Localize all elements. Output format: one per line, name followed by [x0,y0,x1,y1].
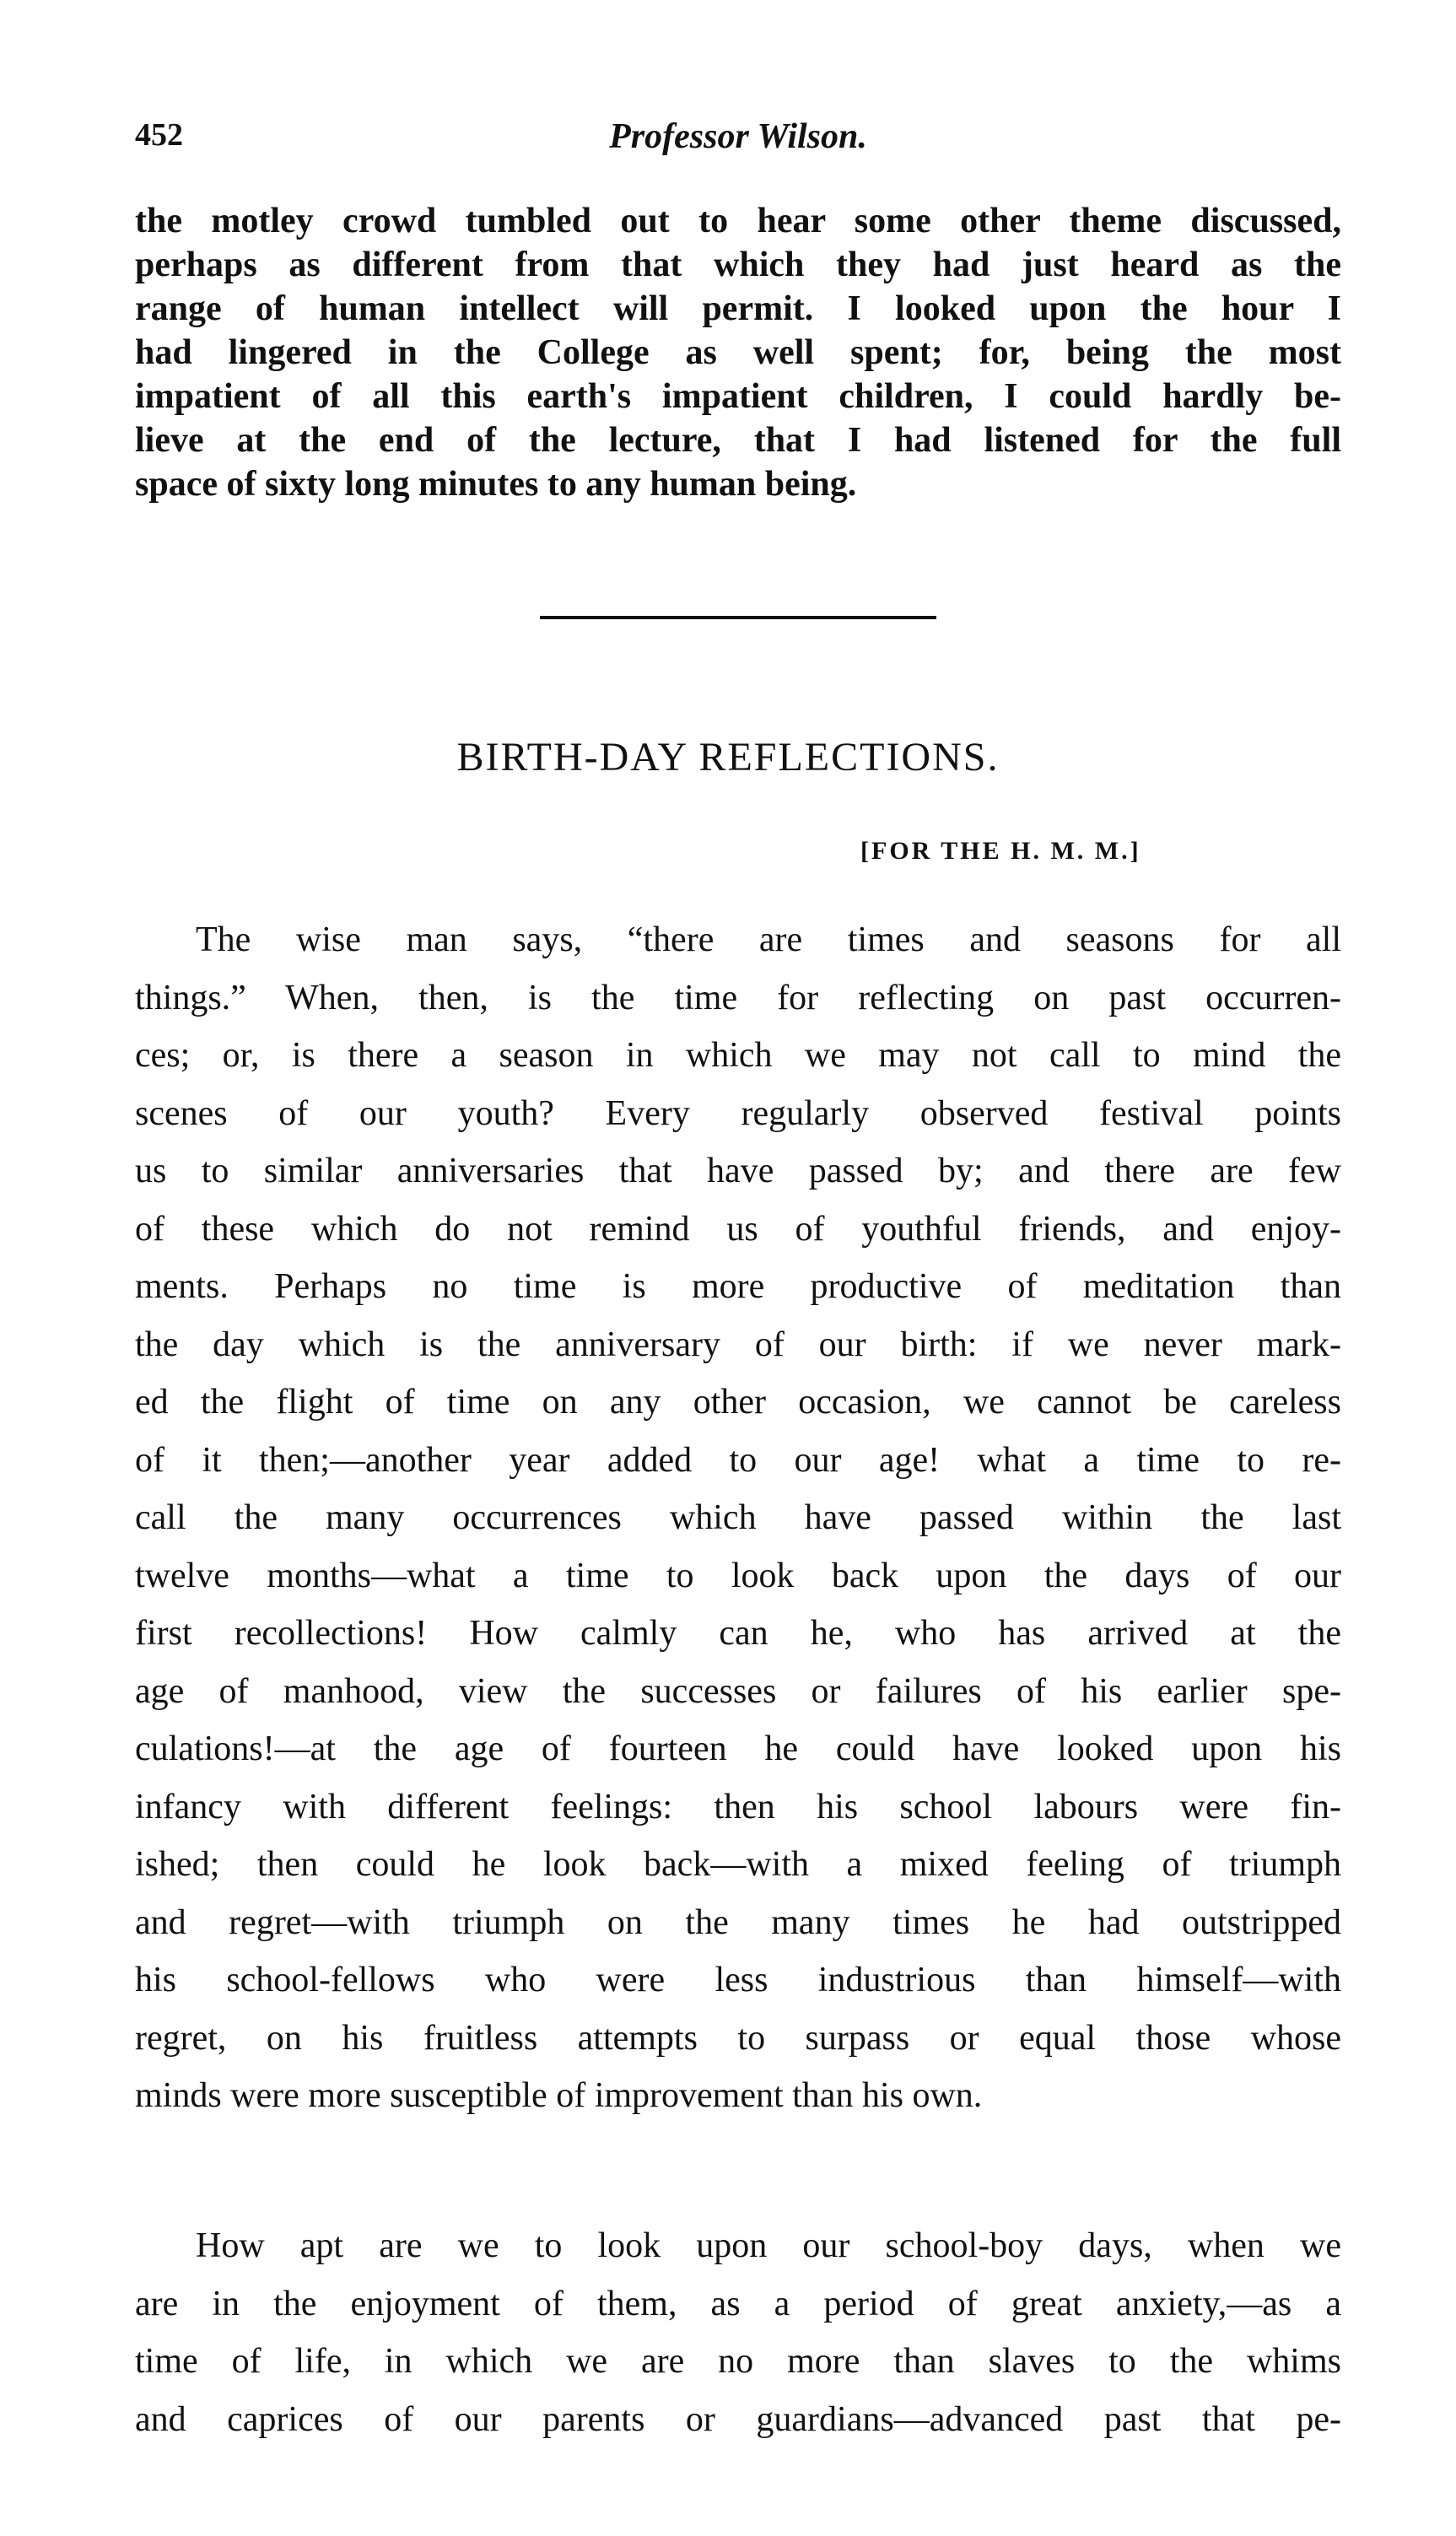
text-line: ces; or, is there a season in which we may not call to mind the [135,1036,1341,1075]
text-line: minds were more susceptible of improvement than his own. [135,2076,983,2115]
text-line: his school-fellows who were less industrious than himself—with [135,1961,1341,1999]
text-line: regret, on his fruitless attempts to surpass or equal those whose [135,2018,1341,2058]
text-line: of these which do not remind us of youthful friends, and enjoy- [135,1209,1341,1249]
text-line: culations!—at the age of fourteen he could have looked upon his [135,1729,1341,1768]
running-head [135,116,1341,167]
text-line: call the many occurrences which have passed within the last [135,1498,1341,1537]
text-line: ed the flight of time on any other occasion, we cannot be careless [135,1383,1341,1422]
text-line: The wise man says, “there are times and seasons for all [196,920,1341,959]
text-line: first recollections! How calmly can he, who has arrived at the [135,1614,1341,1653]
article-title: BIRTH-DAY REFLECTIONS. [456,735,1000,780]
article-attribution: [FOR THE H. M. M.] [860,837,1141,865]
text-line: the day which is the anniversary of our birth: if we never mark- [135,1325,1341,1364]
text-line: infancy with different feelings: then his school labours were fin- [135,1787,1341,1826]
paragraph-1 [135,911,1341,2125]
text-line: are in the enjoyment of them, as a period of great anxiety,—as a [135,2284,1341,2323]
previous-article-text [135,199,1341,506]
paragraph-2 [135,2217,1341,2448]
text-line: impatient of all this earth's impatient children, I could hardly be- [135,377,1341,416]
text-line: ished; then could he look back—with a mixed feeling of triumph [135,1845,1341,1884]
text-line: scenes of our youth? Every regularly observed festival points [135,1093,1341,1133]
running-title: Professor Wilson. [609,117,867,156]
page-number: 452 [135,117,183,153]
text-line: space of sixty long minutes to any human being. [135,465,857,504]
text-line: lieve at the end of the lecture, that I had listened for the full [135,421,1341,460]
text-line: had lingered in the College as well spent; for, being the most [135,333,1341,372]
text-line: twelve months—what a time to look back upon the days of our [135,1556,1341,1595]
text-line: time of life, in which we are no more than slaves to the whims [135,2342,1341,2381]
text-line: How apt are we to look upon our school-boy days, when we [196,2226,1341,2265]
text-line: age of manhood, view the successes or failures of his earlier spe- [135,1671,1341,1711]
text-line: range of human intellect will permit. I looked upon the hour I [135,289,1341,328]
text-line: and regret—with triumph on the many times he had outstripped [135,1902,1341,1942]
text-line: ments. Perhaps no time is more productive of meditation than [135,1267,1341,1306]
text-line: things.” When, then, is the time for reflecting on past occurren- [135,978,1341,1017]
section-divider-rule [540,616,936,619]
text-line: and caprices of our parents or guardians—advanced past that pe- [135,2399,1341,2439]
text-line: us to similar anniversaries that have passed by; and there are few [135,1152,1341,1190]
text-line: perhaps as different from that which they had just heard as the [135,246,1341,284]
text-line: the motley crowd tumbled out to hear some other theme discussed, [135,202,1341,240]
text-line: of it then;—another year added to our age! what a time to re- [135,1440,1341,1480]
